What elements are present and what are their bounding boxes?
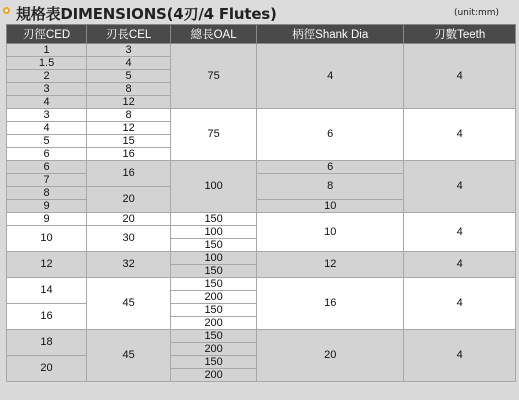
ced-cell: 12 [7,252,87,278]
shank-cell: 4 [257,44,404,109]
cel-cell: 20 [87,187,171,213]
ced-cell: 1 [7,44,87,57]
ced-cell: 9 [7,200,87,213]
table-row [7,213,516,226]
cel-cell: 30 [87,226,171,252]
dimensions-table [6,24,516,382]
teeth-cell: 4 [404,278,516,330]
shank-cell: 10 [257,200,404,213]
shank-cell: 10 [257,213,404,252]
table-row [7,278,516,291]
table-row [7,44,516,57]
cel-cell: 16 [87,161,171,187]
oal-cell: 100 [171,226,257,239]
ced-cell: 8 [7,187,87,200]
ced-cell: 9 [7,213,87,226]
shank-cell: 6 [257,109,404,161]
ced-cell: 20 [7,356,87,382]
ced-cell: 1.5 [7,57,87,70]
header-cel: 刃長CEL [87,25,171,44]
title-bar [0,0,519,26]
table-row [7,161,516,174]
oal-cell: 75 [171,109,257,161]
oal-cell: 150 [171,213,257,226]
oal-cell: 150 [171,330,257,343]
oal-cell: 100 [171,161,257,213]
header-oal: 總長OAL [171,25,257,44]
shank-cell: 6 [257,161,404,174]
bullet-icon [3,7,10,14]
ced-cell: 7 [7,174,87,187]
page-title: 規格表DIMENSIONS(4刃/4 Flutes) [16,5,277,23]
ced-cell: 4 [7,96,87,109]
cel-cell: 45 [87,330,171,382]
table-row [7,109,516,122]
shank-cell: 16 [257,278,404,330]
teeth-cell: 4 [404,252,516,278]
cel-cell: 12 [87,122,171,135]
ced-cell: 16 [7,304,87,330]
oal-cell: 150 [171,265,257,278]
ced-cell: 2 [7,70,87,83]
shank-cell: 12 [257,252,404,278]
cel-cell: 8 [87,109,171,122]
cel-cell: 45 [87,278,171,330]
oal-cell: 150 [171,278,257,291]
table-row [7,252,516,265]
ced-cell: 3 [7,109,87,122]
cel-cell: 8 [87,83,171,96]
unit-label: (unit:mm) [453,8,499,18]
header-ced: 刃徑CED [7,25,87,44]
ced-cell: 6 [7,161,87,174]
oal-cell: 200 [171,317,257,330]
cel-cell: 15 [87,135,171,148]
header-row [7,25,516,44]
oal-cell: 150 [171,239,257,252]
ced-cell: 3 [7,83,87,96]
teeth-cell: 4 [404,330,516,382]
cel-cell: 32 [87,252,171,278]
cel-cell: 5 [87,70,171,83]
cel-cell: 20 [87,213,171,226]
header-shank: 柄徑Shank Dia [257,25,404,44]
cel-cell: 3 [87,44,171,57]
ced-cell: 10 [7,226,87,252]
ced-cell: 14 [7,278,87,304]
oal-cell: 150 [171,304,257,317]
cel-cell: 4 [87,57,171,70]
teeth-cell: 4 [404,109,516,161]
header-teeth: 刃數Teeth [404,25,516,44]
ced-cell: 5 [7,135,87,148]
oal-cell: 200 [171,369,257,382]
shank-cell: 8 [257,174,404,200]
ced-cell: 4 [7,122,87,135]
oal-cell: 150 [171,356,257,369]
oal-cell: 100 [171,252,257,265]
oal-cell: 75 [171,44,257,109]
teeth-cell: 4 [404,44,516,109]
teeth-cell: 4 [404,161,516,213]
cel-cell: 16 [87,148,171,161]
ced-cell: 18 [7,330,87,356]
oal-cell: 200 [171,291,257,304]
shank-cell: 20 [257,330,404,382]
cel-cell: 12 [87,96,171,109]
oal-cell: 200 [171,343,257,356]
table-row [7,330,516,343]
ced-cell: 6 [7,148,87,161]
teeth-cell: 4 [404,213,516,252]
